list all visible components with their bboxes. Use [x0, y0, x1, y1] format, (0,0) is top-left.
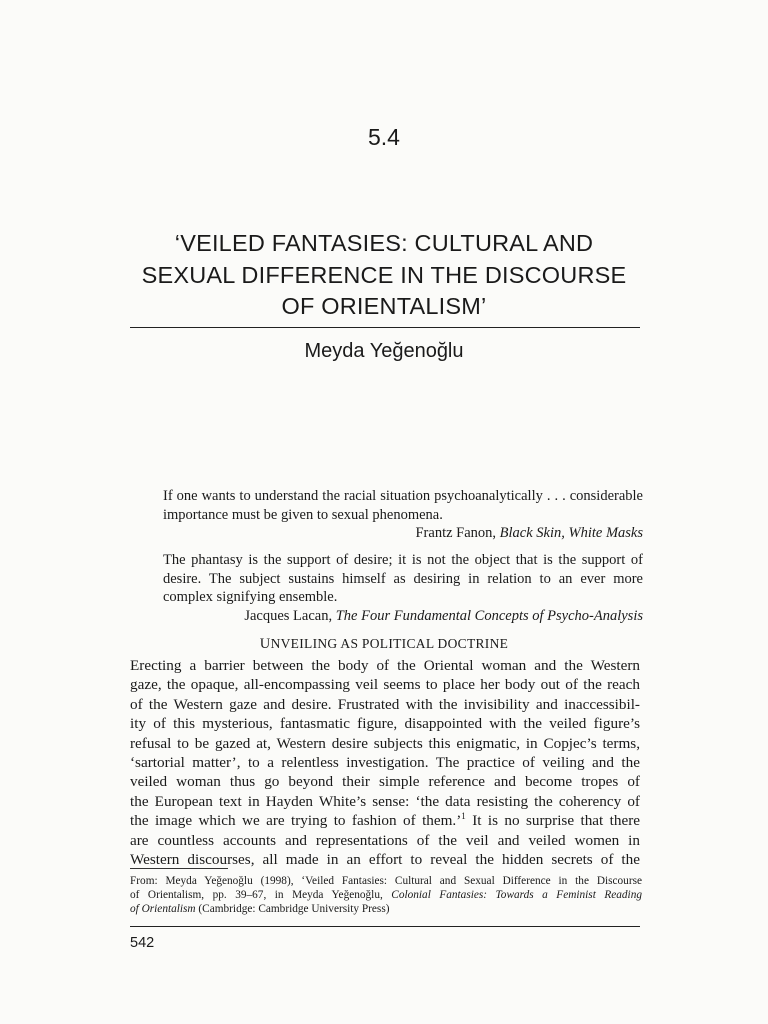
title-line: ‘VEILED FANTASIES: CULTURAL AND	[174, 230, 594, 256]
section-heading-initial: U	[259, 636, 271, 652]
epigraph-work: Black Skin, White Masks	[499, 525, 643, 541]
source-note	[130, 875, 642, 916]
body-line: of the Western gaze and desire. Frustrated with the invisibility and inaccessibil-	[130, 695, 640, 713]
page-number: 542	[130, 935, 155, 951]
source-note-segment: of Orientalism, pp. 39–67, in Meyda Yeğenoğlu,	[130, 888, 392, 901]
source-note-line: From: Meyda Yeğenoğlu (1998), ‘Veiled Fantasies: Cultural and Sexual Difference in the Discourse	[130, 875, 642, 887]
body-line: veiled woman thus go beyond their simple reference and become tropes of	[130, 773, 640, 791]
epigraph-work: The Four Fundamental Concepts of Psycho-Analysis	[335, 607, 643, 624]
chapter-number: 5.4	[368, 124, 400, 150]
title-line: SEXUAL DIFFERENCE IN THE DISCOURSE	[141, 261, 627, 288]
source-note-line	[130, 889, 642, 903]
source-note-book-title: of Orientalism	[130, 902, 196, 915]
source-note-segment: (Cambridge: Cambridge University Press)	[195, 902, 390, 915]
epigraph-author: Jacques Lacan,	[244, 607, 336, 624]
body-line: are countless accounts and representations of the veil and veiled women in	[130, 831, 640, 849]
epigraph	[163, 551, 643, 625]
body-line: gaze, the opaque, all-encompassing veil seems to place her body out of the reach	[130, 676, 640, 694]
body-line: refusal to be gazed at, Western desire subjects this enigmatic, in Copjec’s terms,	[130, 734, 640, 752]
section-heading	[0, 636, 768, 653]
footnote-marker: 1	[461, 811, 466, 822]
body-line: ‘sartorial matter’, to a relentless investigation. The practice of veiling and the	[130, 754, 640, 772]
body-line: Western discourses, all made in an effort to reveal the hidden secrets of the	[130, 851, 640, 869]
body-line	[130, 811, 640, 830]
epigraph-author: Frantz Fanon,	[415, 525, 500, 541]
author-name: Meyda Yeğenoğlu	[304, 340, 464, 362]
epigraph	[163, 487, 643, 543]
source-note-book-title: Colonial Fantasies: Towards a Feminist Reading	[391, 888, 642, 901]
body-line-segment: It is no surprise that there	[465, 812, 640, 830]
title-divider	[130, 327, 640, 328]
body-line: ity of this mysterious, fantasmatic figure, disappointed with the veiled figure’s	[130, 715, 640, 733]
footer-divider	[130, 926, 640, 927]
body-line: the European text in Hayden White’s sense: ‘the data resisting the coherency of	[130, 792, 640, 810]
body-line: Erecting a barrier between the body of the Oriental woman and the Western	[130, 657, 640, 674]
epigraph-attribution	[163, 524, 643, 543]
epigraph-attribution	[163, 607, 643, 626]
body-paragraph	[130, 656, 640, 869]
epigraph-quote: If one wants to understand the racial situation psychoanalytically . . . considerable importance must be given to sexual phenomena.	[163, 488, 643, 523]
footnote-divider	[130, 868, 228, 869]
title-line: OF ORIENTALISM’	[281, 293, 487, 319]
source-note-line	[130, 903, 642, 917]
body-line-segment: the image which we are trying to fashion of them.’	[130, 812, 462, 830]
epigraph-quote: The phantasy is the support of desire; it is not the object that is the support of desire. The subject sustains himself as desiring in relation to an ever more complex signifying ensemble.	[163, 552, 643, 605]
section-heading-rest: NVEILING AS POLITICAL DOCTRINE	[270, 636, 509, 651]
chapter-title	[110, 228, 658, 323]
